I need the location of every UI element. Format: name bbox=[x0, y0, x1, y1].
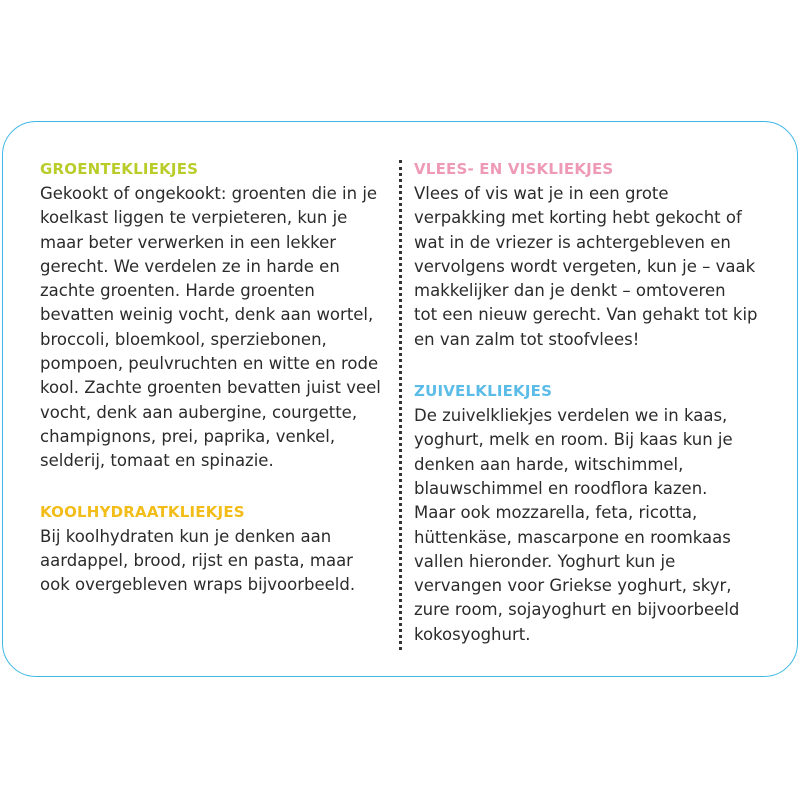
body-line: vervangen voor Griekse yoghurt, skyr, bbox=[414, 576, 732, 596]
section-zuivelkliekjes bbox=[414, 378, 759, 647]
body-line: zure room, sojayoghurt en bijvoorbeeld bbox=[414, 600, 740, 620]
body-line: champignons, prei, paprika, venkel, bbox=[40, 426, 336, 446]
body-line: kool. Zachte groenten bevatten juist veel bbox=[40, 378, 381, 398]
body-line: Gekookt of ongekookt: groenten die in je bbox=[40, 184, 378, 203]
body-line: vallen hieronder. Yoghurt kun je bbox=[414, 551, 676, 571]
right-column bbox=[414, 156, 759, 647]
body-line: Maar ook mozzarella, feta, ricotta, bbox=[414, 503, 698, 523]
body-line: kokosyoghurt. bbox=[414, 624, 531, 644]
section-body bbox=[40, 182, 385, 474]
body-line: yoghurt, melk en room. Bij kaas kun je bbox=[414, 430, 733, 450]
body-line: broccoli, bloemkool, sperziebonen, bbox=[40, 329, 327, 349]
section-heading: VLEES- EN VISKLIEKJES bbox=[414, 160, 614, 178]
body-line: zachte groenten. Harde groenten bbox=[40, 281, 315, 301]
body-line: makkelijker dan je denkt – omtoveren bbox=[414, 281, 726, 301]
body-line: Vlees of vis wat je in een grote bbox=[414, 184, 669, 203]
body-line: denken aan harde, witschimmel, bbox=[414, 454, 684, 474]
section-body bbox=[414, 182, 759, 352]
section-heading: ZUIVELKLIEKJES bbox=[414, 382, 553, 401]
body-line: Bij koolhydraten kun je denken aan bbox=[40, 526, 332, 546]
body-line: wat in de vriezer is achtergebleven en bbox=[414, 232, 731, 252]
body-line: pompoen, peulvruchten en witte en rode bbox=[40, 354, 379, 374]
body-line: vervolgens wordt vergeten, kun je – vaak bbox=[414, 256, 756, 276]
body-line: vocht, denk aan aubergine, courgette, bbox=[40, 402, 358, 422]
body-line: ook overgebleven wraps bijvoorbeeld. bbox=[40, 575, 356, 595]
body-line: verpakking met korting hebt gekocht of bbox=[414, 208, 742, 228]
body-line: tot een nieuw gerecht. Van gehakt tot kip bbox=[414, 305, 758, 325]
body-line: hüttenkäse, mascarpone en roomkaas bbox=[414, 527, 731, 547]
body-line: maar beter verwerken in een lekker bbox=[40, 232, 337, 252]
body-line: De zuivelkliekjes verdelen we in kaas, bbox=[414, 406, 728, 426]
body-line: koelkast liggen te verpieteren, kun je bbox=[40, 208, 348, 228]
body-line: bevatten weinig vocht, denk aan wortel, bbox=[40, 305, 374, 325]
section-groentekliekjes bbox=[40, 156, 385, 474]
body-line: aardappel, brood, rijst en pasta, maar bbox=[40, 550, 353, 570]
body-line: blauwschimmel en roodflora kazen. bbox=[414, 478, 708, 498]
section-heading: KOOLHYDRAATKLIEKJES bbox=[40, 502, 245, 521]
body-line: en van zalm tot stoofvlees! bbox=[414, 329, 640, 349]
body-line: selderij, tomaat en spinazie. bbox=[40, 451, 274, 471]
section-heading: GROENTEKLIEKJES bbox=[40, 160, 199, 178]
section-body bbox=[414, 404, 759, 647]
section-koolhydraatkliekjes bbox=[40, 499, 385, 598]
section-body bbox=[40, 525, 385, 598]
column-divider bbox=[399, 160, 402, 650]
section-vlees-en-viskliekjes bbox=[414, 156, 759, 352]
body-line: gerecht. We verdelen ze in harde en bbox=[40, 256, 340, 276]
left-column bbox=[40, 156, 385, 597]
